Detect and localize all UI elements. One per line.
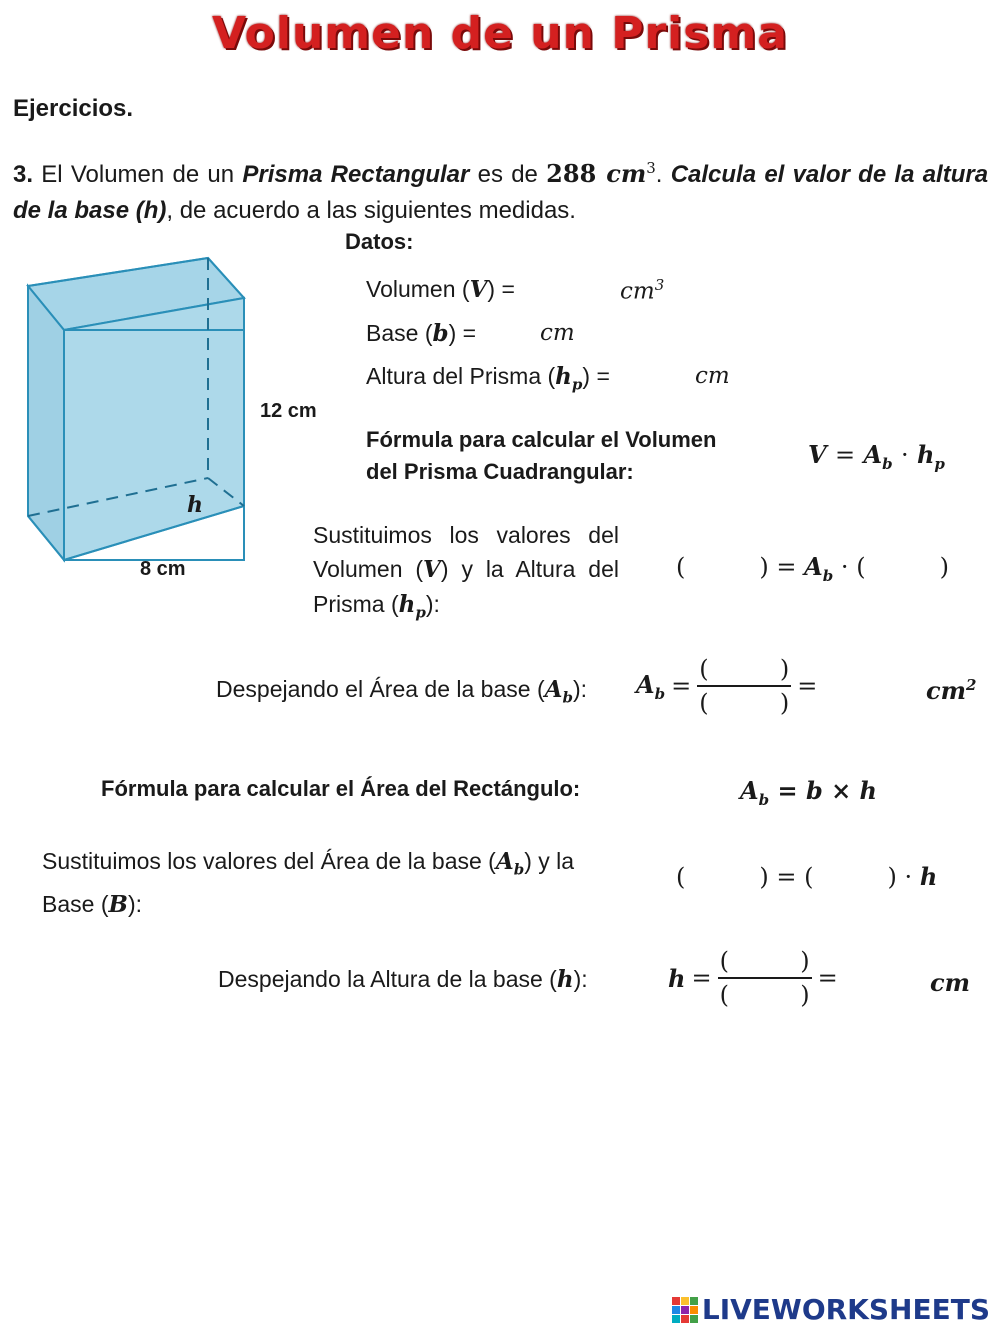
page-title: Volumen de un Prisma	[212, 8, 788, 59]
logo-square	[672, 1315, 680, 1323]
datos-volumen: Volumen (V) =	[366, 276, 515, 303]
problem-number: 3.	[13, 161, 34, 188]
despeje-area-label: Despejando el Área de la base $(A_b)$:	[216, 676, 588, 707]
sustitucion-1-label: Sustituimos los valores del Volumen (V) y la Altura del Prisma $(h_p)$:	[313, 522, 619, 622]
brand-name: LIVEWORKSHEETS	[701, 1293, 990, 1326]
datos-base: Base (b) =	[366, 320, 477, 347]
formula-volumen: $V = A_b \cdot h_p$	[808, 440, 945, 473]
problem-prism-type: Prisma Rectangular	[242, 161, 470, 188]
problem-volume-value: 288	[546, 159, 597, 188]
problem-text-3: , de acuerdo a las siguientes medidas.	[166, 197, 576, 224]
datos-heading: Datos:	[345, 229, 414, 254]
logo-square	[690, 1315, 698, 1323]
despeje-altura-equation: h = ( ) ( ) =	[668, 947, 838, 1009]
logo-square	[681, 1306, 689, 1314]
formula-area: $A_b = b \times h$	[740, 776, 877, 809]
datos-base-unit: cm	[540, 320, 575, 346]
logo-square	[681, 1297, 689, 1305]
problem-text-1: El Volumen de un	[41, 161, 235, 188]
problem-instruction: Calcula el valor de la	[670, 161, 915, 188]
datos-altura-unit: cm	[695, 363, 730, 389]
logo-grid-icon	[672, 1297, 698, 1323]
logo-square	[690, 1306, 698, 1314]
formula-area-label: Fórmula para calcular el Área del Rectángulo:	[101, 776, 581, 801]
altura-fraction: ( ) ( )	[719, 947, 810, 1009]
area-fraction: ( ) ( )	[699, 655, 790, 717]
problem-text-2: es de	[477, 161, 538, 188]
rectangular-prism-figure	[20, 250, 260, 570]
liveworksheets-logo	[672, 1293, 990, 1326]
logo-square	[690, 1297, 698, 1305]
logo-square	[672, 1297, 680, 1305]
problem-statement	[13, 150, 988, 229]
formula-volumen-label: Fórmula para calcular el Volumen del Prisma Cuadrangular:	[366, 427, 717, 484]
despeje-area-unit: $cm^2$	[926, 676, 977, 705]
problem-period: .	[655, 161, 663, 188]
base-label: 8 cm	[140, 558, 186, 580]
h-label: h	[187, 492, 203, 518]
height-label: 12 cm	[260, 400, 317, 422]
problem-instruction-2: altura de la base (h)	[13, 161, 989, 224]
despeje-altura-unit: cm	[930, 968, 971, 997]
datos-altura: Altura del Prisma $(h_p)$ =	[366, 363, 610, 394]
section-label: Ejercicios.	[13, 95, 134, 122]
sustitucion-1-equation: ( ) = $A_b$ · ( )	[676, 552, 949, 585]
datos-volumen-unit: $cm^3$	[620, 276, 665, 305]
logo-square	[672, 1306, 680, 1314]
despeje-altura-label: Despejando la Altura de la base (h):	[218, 966, 588, 993]
sustitucion-2-label: Sustituimos los valores del Área de la base $(A_b)$ y la Base (B):	[42, 848, 575, 918]
logo-square	[681, 1315, 689, 1323]
despeje-area-equation: $A_b$ = ( ) ( ) =	[636, 655, 818, 717]
problem-volume-unit: $cm^3$	[606, 159, 656, 188]
sustitucion-2-equation: ( ) = ( ) · h	[676, 862, 938, 891]
